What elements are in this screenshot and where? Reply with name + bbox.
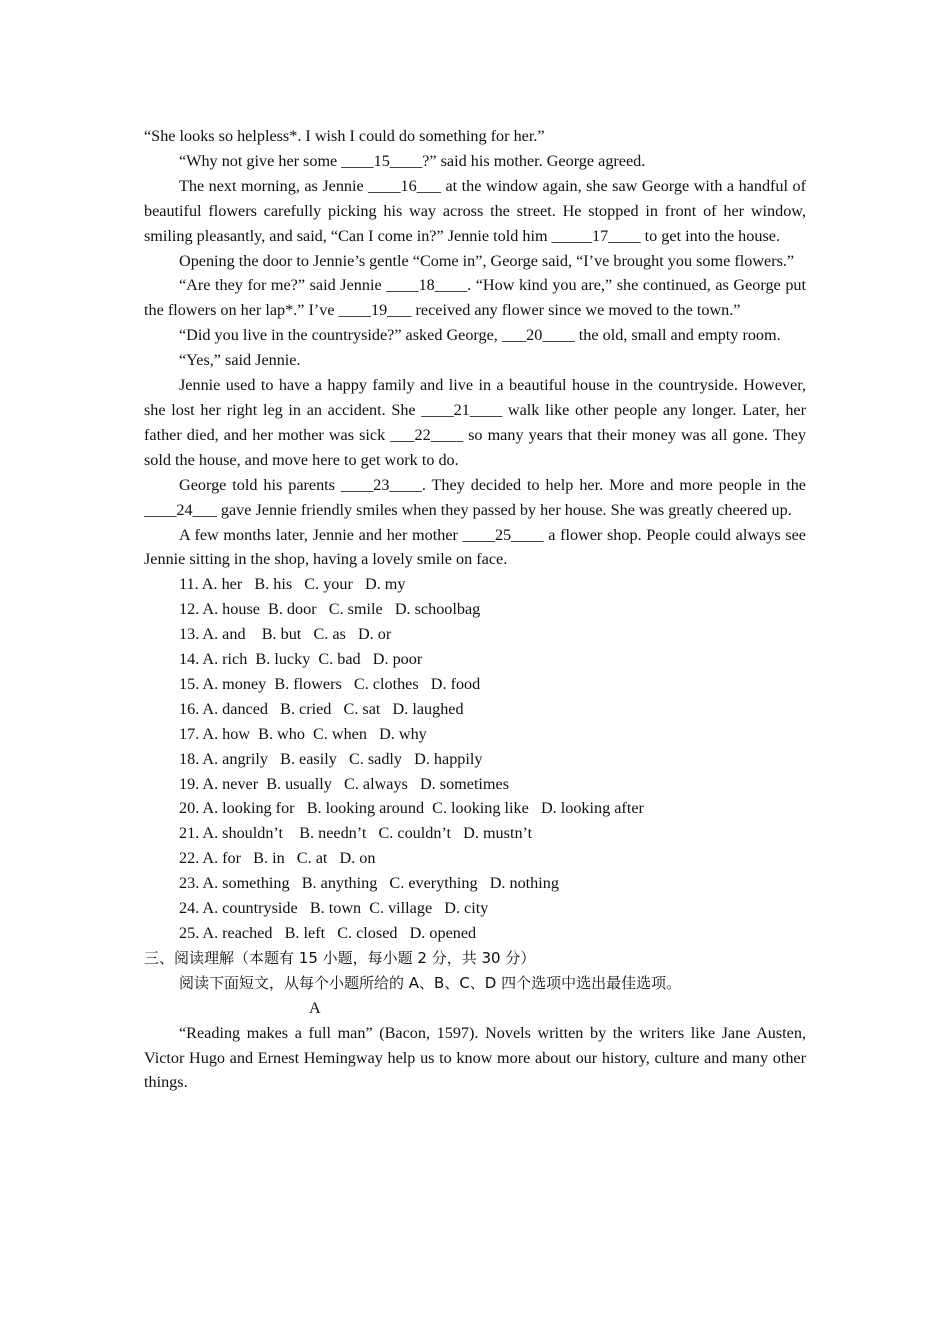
reading-section (144, 946, 806, 1095)
passage-paragraph: “Yes,” said Jennie. (179, 351, 301, 370)
question-options: 13. A. and B. but C. as D. or (179, 625, 392, 644)
passage-paragraph: A few months later, Jennie and her mother ____25____ a flower shop. People could always see Jennie sitting in the shop, having a lovely smile on face. (144, 525, 806, 569)
passage-paragraph: Jennie used to have a happy family and live in a beautiful house in the countryside. However, she lost her right leg in an accident. She ____21____ walk like other people any longer. Later, her father died, and her mother was sick ___22____ so many years that their money was all gone. They sold the house, and move here to get work to do. (144, 376, 806, 469)
question-options: 11. A. her B. his C. your D. my (179, 575, 406, 594)
question-options: 16. A. danced B. cried C. sat D. laughed (179, 699, 464, 718)
answer-options (144, 572, 806, 946)
question-options: 19. A. never B. usually C. always D. sometimes (179, 774, 510, 793)
question-options: 20. A. looking for B. looking around C. looking like D. looking after (179, 799, 644, 818)
question-options: 22. A. for B. in C. at D. on (179, 849, 376, 868)
question-options: 15. A. money B. flowers C. clothes D. food (179, 674, 481, 693)
passage-paragraph: “Why not give her some ____15____?” said his mother. George agreed. (179, 151, 646, 170)
question-options: 18. A. angrily B. easily C. sadly D. happily (179, 749, 483, 768)
section-instruction: 阅读下面短文，从每个小题所给的 A、B、C、D 四个选项中选出最佳选项。 (179, 973, 682, 992)
passage-paragraph: Opening the door to Jennie’s gentle “Come in”, George said, “I’ve brought you some flowers.” (179, 251, 795, 270)
document-page (144, 124, 806, 1095)
passage-paragraph: George told his parents ____23____. They decided to help her. More and more people in the ____24___ gave Jennie friendly smiles when they passed by her house. She was greatly cheered up. (144, 475, 806, 519)
question-options: 12. A. house B. door C. smile D. schoolbag (179, 600, 481, 619)
passage-paragraph: “Did you live in the countryside?” asked George, ___20____ the old, small and empty room. (179, 326, 781, 345)
question-options: 24. A. countryside B. town C. village D. city (179, 899, 489, 918)
question-options: 14. A. rich B. lucky C. bad D. poor (179, 650, 423, 669)
cloze-passage (144, 124, 806, 572)
question-options: 21. A. shouldn’t B. needn’t C. couldn’t D. mustn’t (179, 824, 533, 843)
question-options: 25. A. reached B. left C. closed D. opened (179, 924, 477, 942)
passage-paragraph: “Are they for me?” said Jennie ____18____. “How kind you are,” she continued, as George put the flowers on her lap*.” I’ve ____19___ received any flower since we moved to the town.” (144, 276, 806, 320)
question-options: 17. A. how B. who C. when D. why (179, 724, 427, 743)
reading-paragraph: “Reading makes a full man” (Bacon, 1597). Novels written by the writers like Jane Austen, Victor Hugo and Ernest Hemingway help us to know more about our history, culture and many other things. (144, 1023, 806, 1092)
passage-paragraph: The next morning, as Jennie ____16___ at the window again, she saw George with a handful of beautiful flowers carefully picking his way across the street. He stopped in front of her window, smiling pleasantly, and said, “Can I come in?” Jennie told him _____17____ to get into the house. (144, 176, 806, 245)
passage-label: A (309, 998, 321, 1017)
section-heading: 三、阅读理解（本题有 15 小题，每小题 2 分，共 30 分） (144, 948, 536, 967)
passage-paragraph: “She looks so helpless*. I wish I could do something for her.” (144, 127, 545, 145)
question-options: 23. A. something B. anything C. everything D. nothing (179, 874, 559, 893)
